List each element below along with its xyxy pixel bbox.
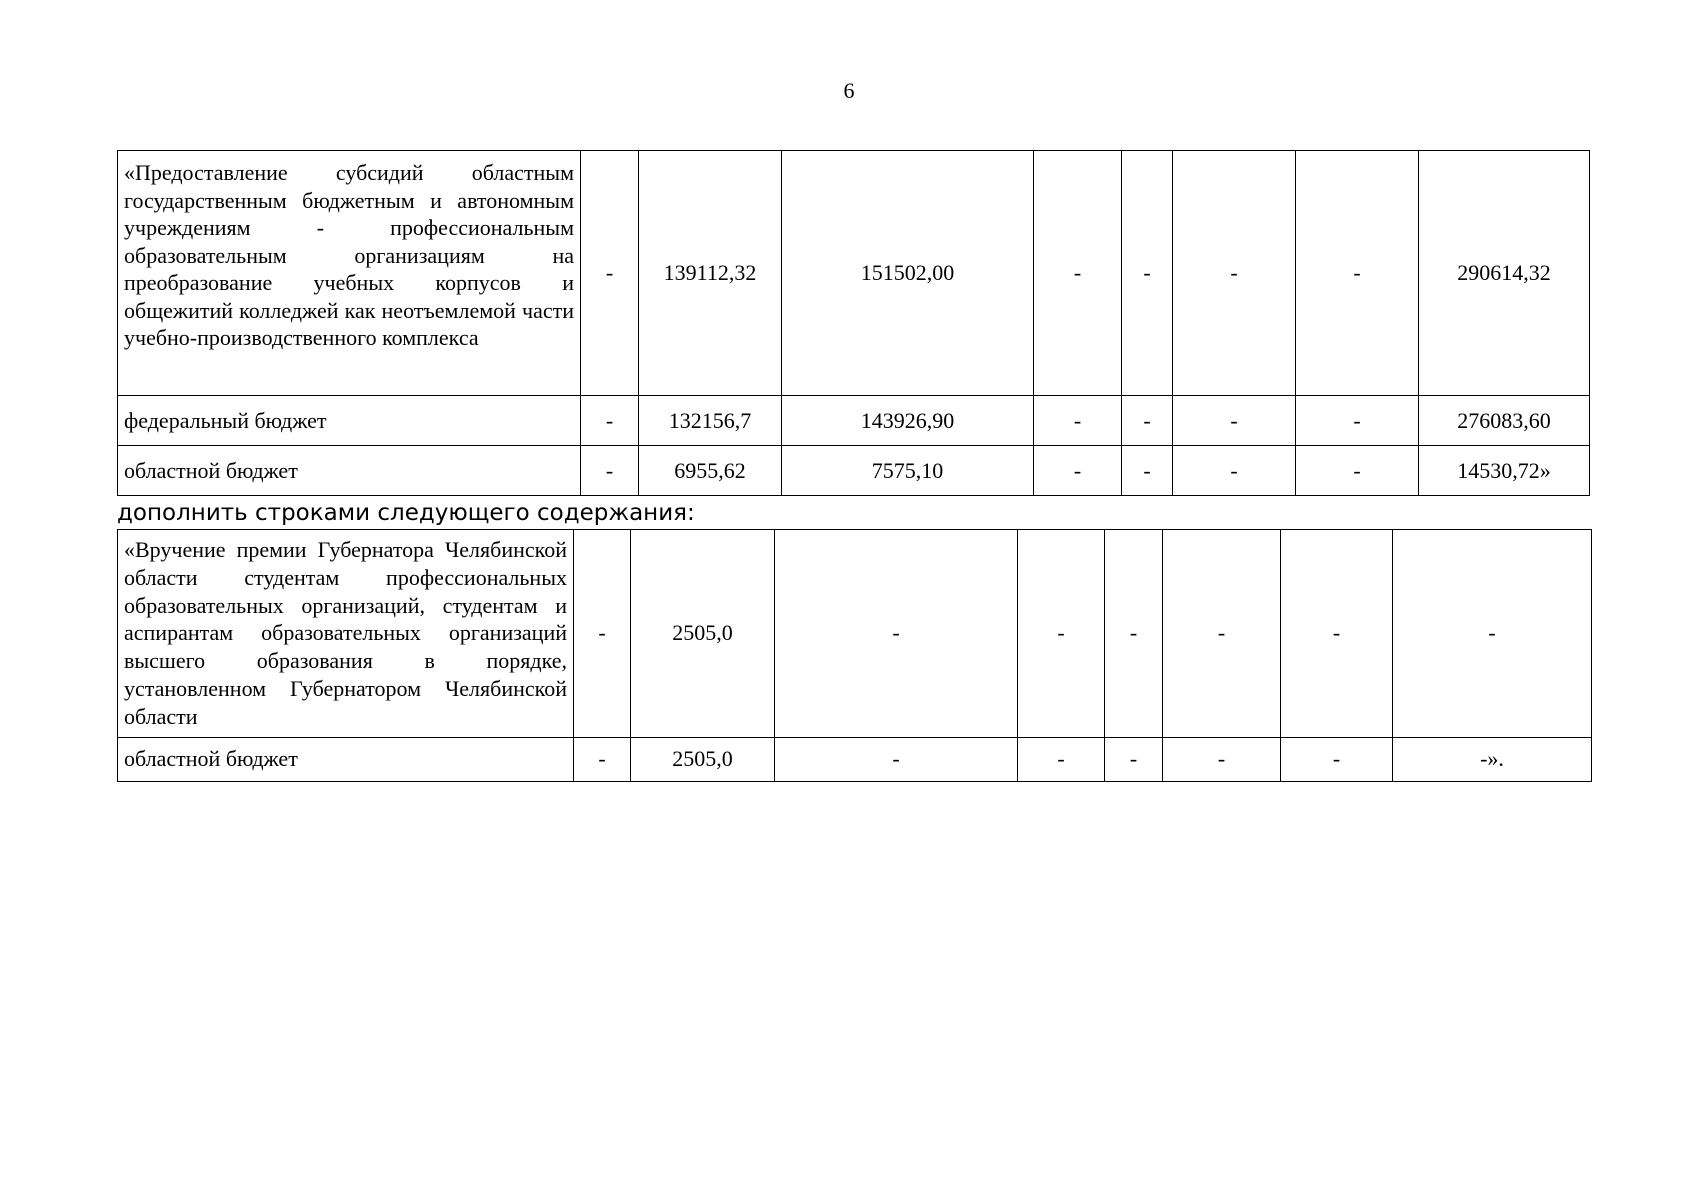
row-description: федеральный бюджет: [118, 396, 581, 446]
table-cell: -: [1105, 530, 1163, 738]
table-cell: 132156,7: [639, 396, 782, 446]
row-description: «Предоставление субсидий областным государственным бюджетным и автономным учреждениям - профессиональным образовательным организациям на преобразование учебных корпусов и общежитий колледжей как неотъемлемой части учебно-производственного комплекса: [118, 151, 581, 396]
table-cell-total: 14530,72»: [1419, 446, 1590, 496]
budget-table-program: [117, 150, 1590, 496]
table-cell: -: [581, 151, 639, 396]
table-cell: 7575,10: [782, 446, 1034, 496]
table-cell: -: [1122, 396, 1173, 446]
table-cell: -: [1173, 396, 1296, 446]
table-cell-total: -».: [1393, 737, 1592, 781]
table-cell: -: [775, 737, 1018, 781]
table-row: [118, 396, 1590, 446]
table-cell: 2505,0: [631, 737, 775, 781]
table-cell: -: [581, 446, 639, 496]
table-cell: -: [1034, 446, 1122, 496]
table-cell: -: [574, 530, 631, 738]
table-cell: -: [1034, 151, 1122, 396]
table-cell-total: -: [1393, 530, 1592, 738]
table-cell: 6955,62: [639, 446, 782, 496]
table-cell: 151502,00: [782, 151, 1034, 396]
table-cell: -: [1296, 151, 1419, 396]
row-description: «Вручение премии Губернатора Челябинской области студентам профессиональных образовательных организаций, студентам и аспирантам образовательных организаций высшего образования в порядке, установленном Губернатором Челябинской области: [118, 530, 574, 738]
table-row: [118, 151, 1590, 396]
table-cell: -: [1122, 446, 1173, 496]
table-cell: -: [775, 530, 1018, 738]
table-cell: -: [1296, 446, 1419, 496]
table-row: [118, 446, 1590, 496]
table-row: [118, 530, 1592, 738]
table-cell: -: [581, 396, 639, 446]
row-description: областной бюджет: [118, 737, 574, 781]
table-cell: -: [1173, 151, 1296, 396]
table-cell: -: [1296, 396, 1419, 446]
table-cell-total: 290614,32: [1419, 151, 1590, 396]
page-number: 6: [843, 78, 855, 103]
table-cell: -: [1018, 530, 1105, 738]
table-cell: -: [1122, 151, 1173, 396]
budget-table-added-rows: [117, 529, 1592, 782]
table-cell: -: [1281, 737, 1393, 781]
table-cell: 139112,32: [639, 151, 782, 396]
table-cell: -: [1018, 737, 1105, 781]
table-cell: -: [1281, 530, 1393, 738]
table-cell-total: 276083,60: [1419, 396, 1590, 446]
table-cell: -: [574, 737, 631, 781]
table-cell: -: [1163, 530, 1281, 738]
insert-rows-caption: дополнить строками следующего содержания:: [117, 500, 695, 526]
table-cell: -: [1163, 737, 1281, 781]
row-description: областной бюджет: [118, 446, 581, 496]
table-cell: -: [1105, 737, 1163, 781]
table-row: [118, 737, 1592, 781]
table-cell: 143926,90: [782, 396, 1034, 446]
table-cell: -: [1034, 396, 1122, 446]
table-cell: -: [1173, 446, 1296, 496]
table-cell: 2505,0: [631, 530, 775, 738]
